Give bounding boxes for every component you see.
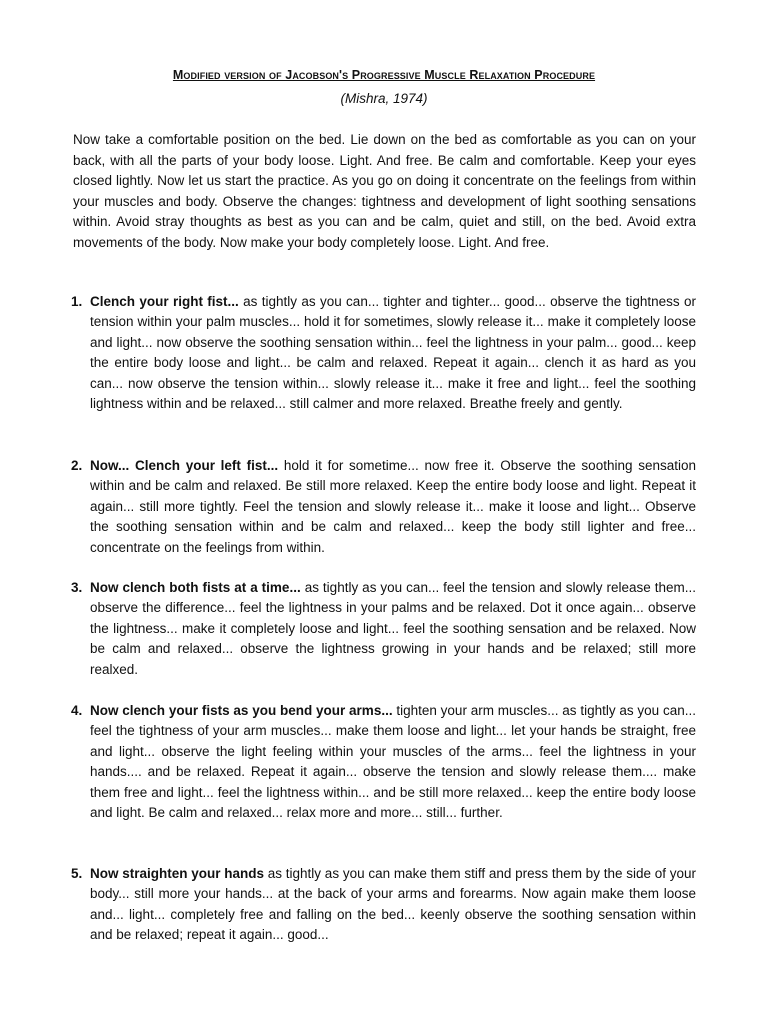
- step-3: [71, 578, 696, 680]
- step-1: [71, 292, 697, 414]
- step-4: [71, 701, 696, 823]
- step-lead: Now straighten your hands: [90, 866, 265, 881]
- step-text: as tightly as you can... feel the tension and slowly release them... observe the difference... feel the lightness in your palms and be relaxed. Dot it once again... observe the lightness... make it completely loose and light... feel the soothing sensation and be relaxed. Now be calm and relaxed... observe the lightness growing in your hands and be relaxed; still more realxed.: [90, 580, 696, 677]
- step-lead: Clench your right fist...: [90, 294, 239, 309]
- step-number: 2.: [71, 458, 83, 473]
- step-number: 3.: [71, 580, 83, 595]
- step-number: 4.: [71, 703, 83, 718]
- step-lead: Now clench your fists as you bend your arms...: [90, 703, 393, 718]
- step-2: [71, 456, 696, 558]
- step-5: [71, 864, 696, 946]
- step-number: 1.: [71, 294, 83, 309]
- step-number: 5.: [71, 866, 83, 881]
- step-text: hold it for sometime... now free it. Observe the soothing sensation within and be calm and relaxed. Be still more relaxed. Keep the entire body loose and light. Repeat it again... still more tightly. Feel the tension and slowly release it... make it loose and light... Observe the soothing sensation within and be calm and relaxed... keep the body still lighter and free... concentrate on the feelings from within.: [90, 458, 696, 555]
- document-subtitle: (Mishra, 1974): [340, 91, 428, 106]
- step-lead: Now... Clench your left fist...: [90, 458, 279, 473]
- step-text: as tightly as you can... tighter and tighter... good... observe the tightness or tension within your palm muscles... hold it for sometimes, slowly release it... make it completely loose and light... now observe the soothing sensation within... feel the lightness in your palm... good... keep the entire body loose and light... be calm and relaxed. Repeat it again... clench it as hard as you can... now observe the tension within... slowly release it... make it free and light... feel the soothing lightness within and be relaxed... still calmer and more relaxed. Breathe freely and gently.: [90, 294, 697, 412]
- document-title: Modified version of Jacobson's Progressive Muscle Relaxation Procedure: [172, 68, 596, 82]
- step-lead: Now clench both fists at a time...: [90, 580, 301, 595]
- intro-paragraph: Now take a comfortable position on the bed. Lie down on the bed as comfortable as you can on your back, with all the parts of your body loose. Light. And free. Be calm and comfortable. Keep your eyes closed lightly. Now let us start the practice. As you go on doing it concentrate on the feelings from within your muscles and body. Observe the changes: tightness and development of light soothing sensations within. Avoid stray thoughts as best as you can and be calm, quiet and still, on the bed. Avoid extra movements of the body. Now make your body completely loose. Light. And free.: [73, 132, 696, 250]
- step-text: tighten your arm muscles... as tightly as you can... feel the tightness of your arm muscles... make them loose and light... let your hands be straight, free and light... observe the light feeling within your muscles of the arms... feel the lightness in your hands.... and be relaxed. Repeat it again... observe the tension and slowly release them.... make them free and light... feel the lightness within... and be still more relaxed... keep the entire body loose and light. Be calm and relaxed... relax more and more... still... further.: [90, 703, 696, 821]
- step-text: as tightly as you can make them stiff and press them by the side of your body... still more your hands... at the back of your arms and forearms. Now again make them loose and... light... completely free and falling on the bed... keenly observe the soothing sensation within and be relaxed; repeat it again... good...: [90, 866, 696, 943]
